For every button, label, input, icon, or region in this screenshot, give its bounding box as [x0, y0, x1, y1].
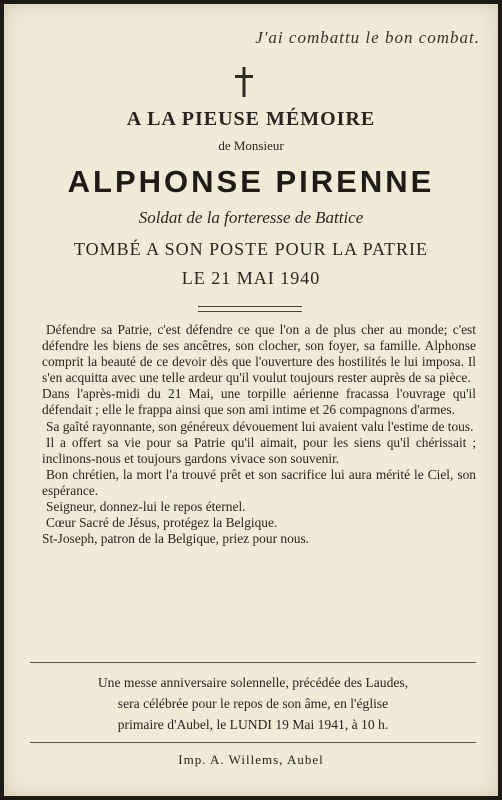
- death-statement: TOMBÉ A SON POSTE POUR LA PATRIE: [73, 239, 429, 259]
- double-divider: [198, 306, 302, 312]
- motto: J'ai combattu le bon combat.: [255, 28, 480, 47]
- eulogy-text: [42, 322, 476, 547]
- prayer-line: Cœur Sacré de Jésus, protégez la Belgique.: [46, 515, 278, 531]
- divider: [30, 662, 476, 663]
- latin-cross-icon: [233, 66, 255, 98]
- eulogy-paragraph: Il a offert sa vie pour sa Patrie qu'il aimait, pour les siens qu'il chérissait ; inclinons-nous et toujours gardons vivace son souvenir.: [42, 434, 476, 466]
- printer-credit: Imp. A. Willems, Aubel: [178, 752, 324, 767]
- eulogy-paragraph: Bon chrétien, la mort l'a trouvé prêt et son sacrifice lui aura mérité le Ciel, son espérance.: [42, 466, 476, 498]
- mass-notice: [30, 672, 476, 735]
- mass-notice-line: sera célébrée pour le repos de son âme, en l'église: [117, 696, 389, 711]
- divider: [30, 742, 476, 743]
- death-date: LE 21 MAI 1940: [181, 268, 321, 288]
- eulogy-paragraph: Défendre sa Patrie, c'est défendre ce que l'on a de plus cher au monde; c'est défendre les biens de ses ancêtres, son clocher, son foyer, sa famille. Alphonse comprit la beauté de ce devoir dès que l'ouverture des hostilités le lui imposa. Il s'en acquitta avec une telle ardeur qu'il voulut toujours rester auprès de sa pièce.: [42, 322, 476, 386]
- deceased-name: ALPHONSE PIRENNE: [67, 164, 435, 199]
- memorial-card: [4, 4, 498, 796]
- prayer-line: St-Joseph, patron de la Belgique, priez pour nous.: [42, 531, 310, 547]
- rank-subtitle: Soldat de la forteresse de Battice: [138, 208, 364, 227]
- mass-notice-line: primaire d'Aubel, le LUNDI 19 Mai 1941, à 10 h.: [117, 717, 389, 732]
- eulogy-paragraph: Sa gaîté rayonnante, son généreux dévouement lui avaient valu l'estime de tous.: [46, 418, 474, 434]
- honorific: de Monsieur: [218, 138, 284, 153]
- prayer-line: Seigneur, donnez-lui le repos éternel.: [46, 499, 246, 515]
- eulogy-paragraph: Dans l'après-midi du 21 Mai, une torpille aérienne fracassa l'ouvrage qu'il défendait ; elle le frappa ainsi que son ami intime et 26 compagnons d'armes.: [42, 386, 476, 418]
- memorial-heading: A LA PIEUSE MÉMOIRE: [126, 108, 376, 130]
- mass-notice-line: Une messe anniversaire solennelle, précédée des Laudes,: [97, 675, 409, 690]
